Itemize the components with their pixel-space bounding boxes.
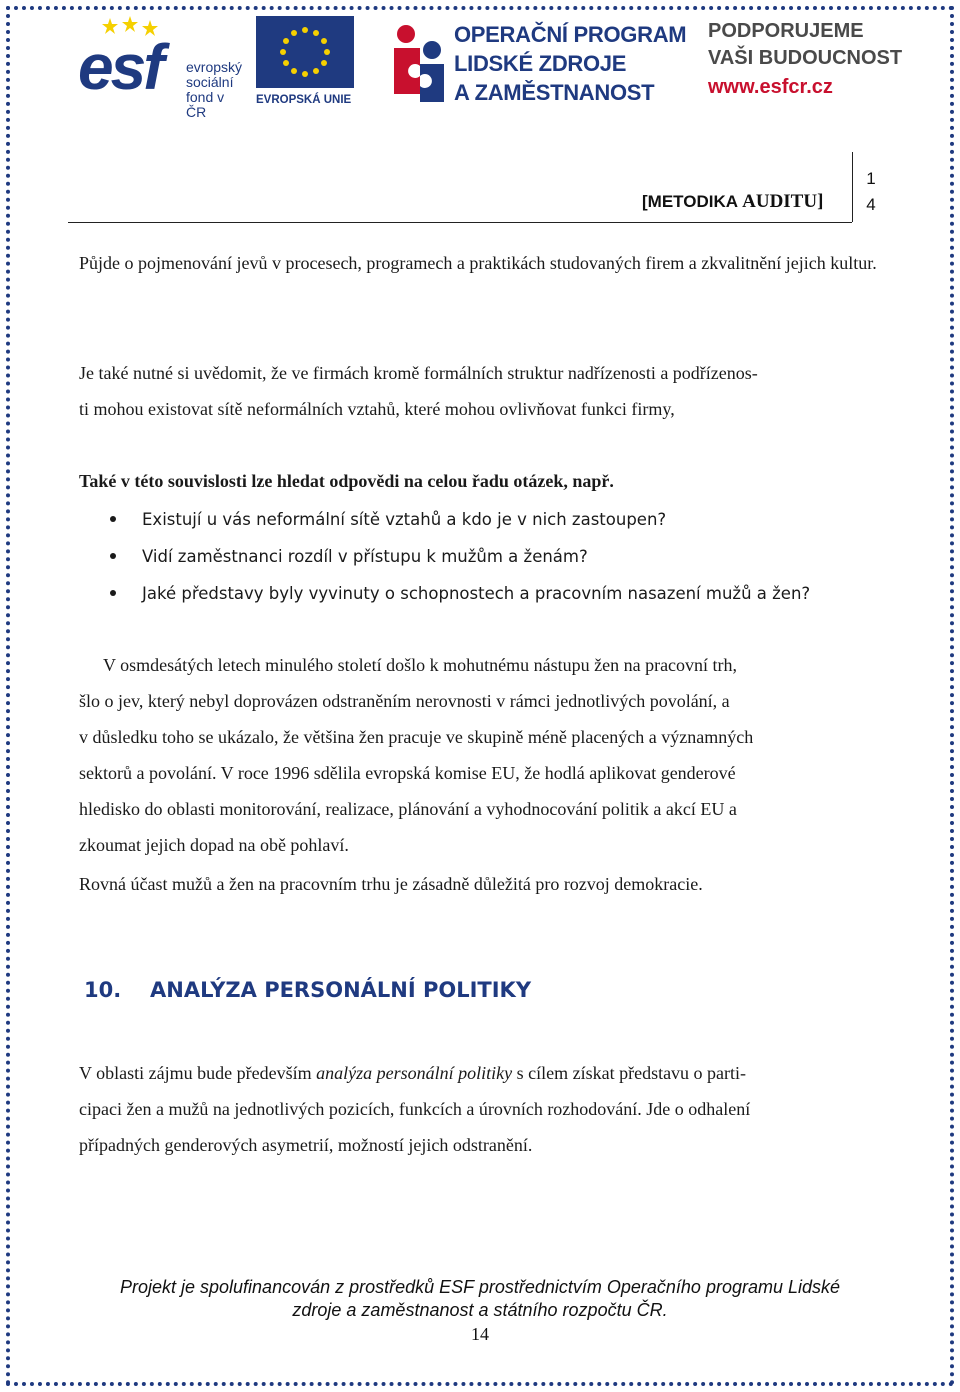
section-title: ANALÝZA PERSONÁLNÍ POLITIKY — [150, 978, 532, 1002]
op-lzz-logo — [388, 16, 718, 112]
header-page-digit: 4 — [866, 195, 876, 214]
eu-label: EVROPSKÁ UNIE — [256, 94, 352, 106]
header-label-open: [METODIKA — [642, 192, 738, 211]
op-lzz-text — [454, 20, 686, 107]
slogan-line: PODPORUJEME — [708, 20, 864, 42]
page-number: 14 — [471, 1324, 489, 1344]
op-line: LIDSKÉ ZDROJE — [454, 51, 627, 76]
paragraph-5: Rovná účast mužů a žen na pracovním trhu je zásadně důležitá pro rozvoj demokracie. — [79, 874, 703, 894]
paragraph-text: s cílem získat představu o parti- — [512, 1063, 747, 1083]
list-item-text: Jaké představy byly vyvinuty o schopnostech a pracovním nasazení mužů a žen? — [142, 584, 811, 603]
header-page-number — [864, 166, 878, 218]
op-line: OPERAČNÍ PROGRAM — [454, 22, 687, 47]
list-item — [106, 575, 866, 612]
esf-logo — [78, 16, 248, 120]
eu-flag-icon — [256, 16, 354, 88]
paragraph-line: ti mohou existovat sítě neformálních vztahů, které mohou ovlivňovat funkci firmy, — [79, 399, 675, 419]
esf-subtitle-line: evropský — [186, 59, 243, 75]
esf-subtitle — [186, 60, 248, 120]
paragraph-line: v důsledku toho se ukázalo, že většina žen pracuje ve skupině méně placených a významných — [79, 727, 754, 747]
eu-logo — [256, 16, 354, 112]
footer-funding-note — [60, 1276, 900, 1322]
paragraph-3-bold: Také v této souvislosti lze hledat odpovědi na celou řadu otázek, např. — [79, 471, 614, 491]
section-number: 10. — [84, 978, 122, 1002]
esf-subtitle-line: fond v ČR — [186, 89, 225, 120]
paragraph-1: Půjde o pojmenování jevů v procesech, programech a praktikách studovaných firem a zkvalitnění jejich kultur. — [79, 253, 877, 273]
slogan-line: VAŠI BUDOUCNOST — [708, 47, 903, 69]
esf-subtitle-line: sociální — [186, 74, 234, 90]
list-item-text: Existují u vás neformální sítě vztahů a kdo je v nich zastoupen? — [142, 510, 667, 529]
slogan-block — [708, 18, 908, 102]
paragraph-line: sektorů a povolání. V roce 1996 sdělila evropská komise EU, že hodlá aplikovat genderové — [79, 763, 736, 783]
bullet-icon — [110, 516, 116, 522]
paragraph-line — [79, 1055, 879, 1091]
footer-line: Projekt je spolufinancován z prostředků ESF prostřednictvím Operačního programu Lidské — [119, 1277, 841, 1297]
slogan-url[interactable]: www.esfcr.cz — [708, 76, 833, 98]
paragraph-line: cipaci žen a mužů na jednotlivých pozicích, funkcích a úrovních rozhodování. Jde o odhalení — [79, 1099, 751, 1119]
paragraph-line-text: V osmdesátých letech minulého století došlo k mohutnému nástupu žen na pracovní trh, — [103, 655, 738, 675]
header-rule — [68, 222, 852, 223]
section-heading — [84, 978, 531, 1002]
paragraph-line: Je také nutné si uvědomit, že ve firmách kromě formálních struktur nadřízenosti a podřízenos- — [79, 363, 758, 383]
paragraph-line: hledisko do oblasti monitorování, realizace, plánování a vyhodnocování politik a akcí EU a — [79, 799, 737, 819]
question-list — [106, 501, 866, 612]
header-divider — [852, 152, 853, 222]
bullet-icon — [110, 553, 116, 559]
header-page-digit: 1 — [866, 169, 876, 188]
paragraph-2 — [79, 355, 879, 427]
paragraph-line — [79, 647, 879, 683]
running-header — [642, 191, 823, 213]
puzzle-people-icon — [388, 20, 448, 106]
list-item — [106, 538, 866, 575]
paragraph-6 — [79, 1055, 879, 1163]
paragraph-line: šlo o jev, který nebyl doprovázen odstraněním nerovnosti v rámci jednotlivých povolání, a — [79, 691, 730, 711]
footer-line: zdroje a zaměstnanost a státního rozpočtu ČR. — [292, 1300, 668, 1320]
paragraph-line: zkoumat jejich dopad na obě pohlaví. — [79, 835, 349, 855]
list-item-text: Vidí zaměstnanci rozdíl v přístupu k mužům a ženám? — [142, 547, 588, 566]
op-line: A ZAMĚSTNANOST — [454, 80, 655, 105]
logo-banner — [72, 12, 912, 120]
paragraph-4 — [79, 647, 879, 863]
bullet-icon — [110, 590, 116, 596]
paragraph-line: případných genderových asymetrií, možností jejich odstranění. — [79, 1135, 533, 1155]
paragraph-text: V oblasti zájmu bude především — [79, 1063, 317, 1083]
list-item — [106, 501, 866, 538]
esf-logo-text: esf — [78, 31, 162, 103]
emphasis-text: analýza personální politiky — [316, 1063, 513, 1083]
header-label-title: AUDITU] — [742, 191, 824, 212]
